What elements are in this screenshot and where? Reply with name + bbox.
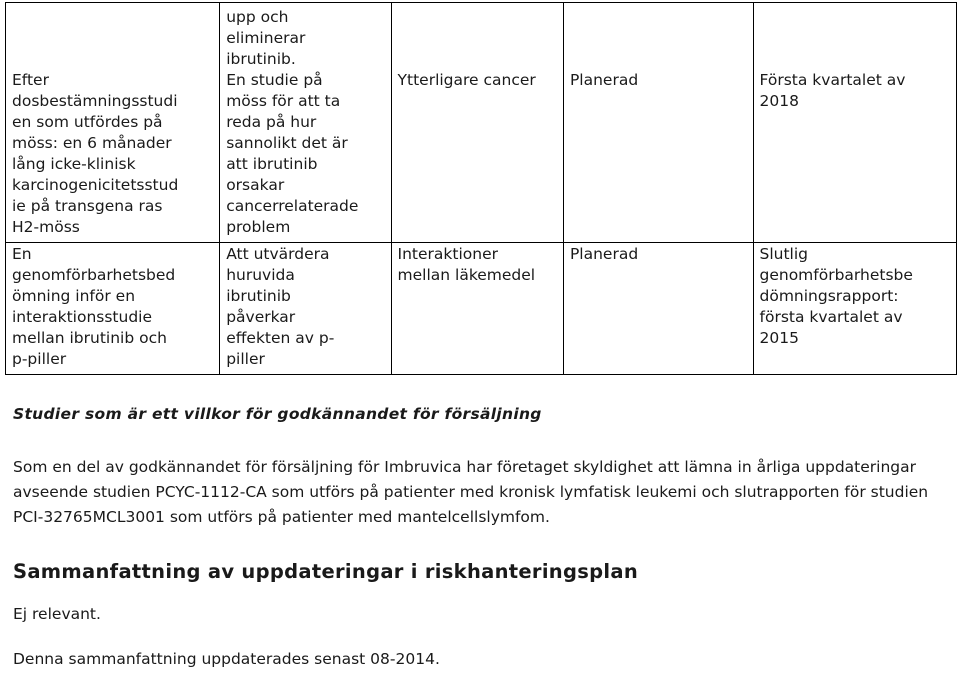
cell-line: piller	[226, 350, 265, 368]
cell-line: H2-möss	[12, 218, 80, 236]
cell-line: cancerrelaterade	[226, 197, 359, 215]
summary-text: Ej relevant.	[13, 605, 101, 623]
cell-line: ibrutinib.	[226, 50, 296, 68]
cell-line: första kvartalet av	[759, 308, 903, 326]
safety-concern-cell	[391, 3, 563, 243]
conditions-paragraph: Som en del av godkännandet för försäljning för Imbruvica har företaget skyldighet att lämna in årliga uppdateringar avseende studien PCYC-1112-CA som utförs på patienter med kronisk lymfatisk leukemi och slutrapporten för studien PCI-32765MCL3001 som utförs på patienter med mantelcellslymfom.	[13, 458, 929, 526]
study-name-cell	[6, 3, 220, 243]
cell-line: mellan ibrutinib och	[12, 329, 167, 347]
safety-concern-cell	[391, 243, 563, 375]
cell-line: möss: en 6 månader	[12, 134, 172, 152]
cell-line: Att utvärdera	[226, 245, 330, 263]
cell-line: p-piller	[12, 350, 67, 368]
cell-line: mellan läkemedel	[397, 266, 536, 284]
cell-line: Första kvartalet av	[759, 71, 906, 89]
cell-line: Planerad	[569, 71, 639, 89]
cell-line: 2018	[759, 92, 799, 110]
cell-line: problem	[226, 218, 291, 236]
cell-line: En studie på	[226, 71, 323, 89]
cell-line: att ibrutinib	[226, 155, 318, 173]
cell-line: Efter	[12, 71, 49, 89]
cell-line: orsakar	[226, 176, 285, 194]
cell-line: ie på transgena ras	[12, 197, 163, 215]
studies-table	[5, 2, 957, 375]
cell-line: Slutlig	[759, 245, 808, 263]
cell-line: ömning inför en	[12, 287, 136, 305]
cell-line: En	[12, 245, 32, 263]
conditions-heading: Studier som är ett villkor för godkännandet för försäljning	[13, 405, 542, 423]
status-cell	[563, 3, 753, 243]
cell-line: dosbestämningsstudi	[12, 92, 178, 110]
summary-section-title: Sammanfattning av uppdateringar i riskhanteringsplan	[13, 560, 639, 583]
cell-line: ibrutinib	[226, 287, 291, 305]
cell-line: karcinogenicitetsstud	[12, 176, 179, 194]
cell-line: påverkar	[226, 308, 296, 326]
cell-line: reda på hur	[226, 113, 317, 131]
cell-line: genomförbarhetsbe	[759, 266, 913, 284]
cell-line: effekten av p-	[226, 329, 335, 347]
cell-line: genomförbarhetsbed	[12, 266, 176, 284]
study-name-cell	[6, 243, 220, 375]
cell-line: upp och	[226, 8, 289, 26]
cell-line: dömningsrapport:	[759, 287, 899, 305]
cell-line: möss för att ta	[226, 92, 341, 110]
cell-line: Planerad	[569, 245, 639, 263]
cell-line: huruvida	[226, 266, 295, 284]
table-row	[6, 3, 957, 243]
status-cell	[563, 243, 753, 375]
date-cell	[753, 3, 957, 243]
cell-line: lång icke-klinisk	[12, 155, 136, 173]
cell-line: Ytterligare cancer	[397, 71, 536, 89]
cell-line: interaktionsstudie	[12, 308, 153, 326]
cell-line: 2015	[759, 329, 799, 347]
study-objective-cell	[220, 243, 391, 375]
study-objective-cell	[220, 3, 391, 243]
cell-line: eliminerar	[226, 29, 306, 47]
table-row	[6, 243, 957, 375]
cell-line: en som utfördes på	[12, 113, 163, 131]
last-updated-text: Denna sammanfattning uppdaterades senast 08-2014.	[13, 650, 440, 668]
cell-line: sannolikt det är	[226, 134, 348, 152]
cell-line: Interaktioner	[397, 245, 498, 263]
date-cell	[753, 243, 957, 375]
